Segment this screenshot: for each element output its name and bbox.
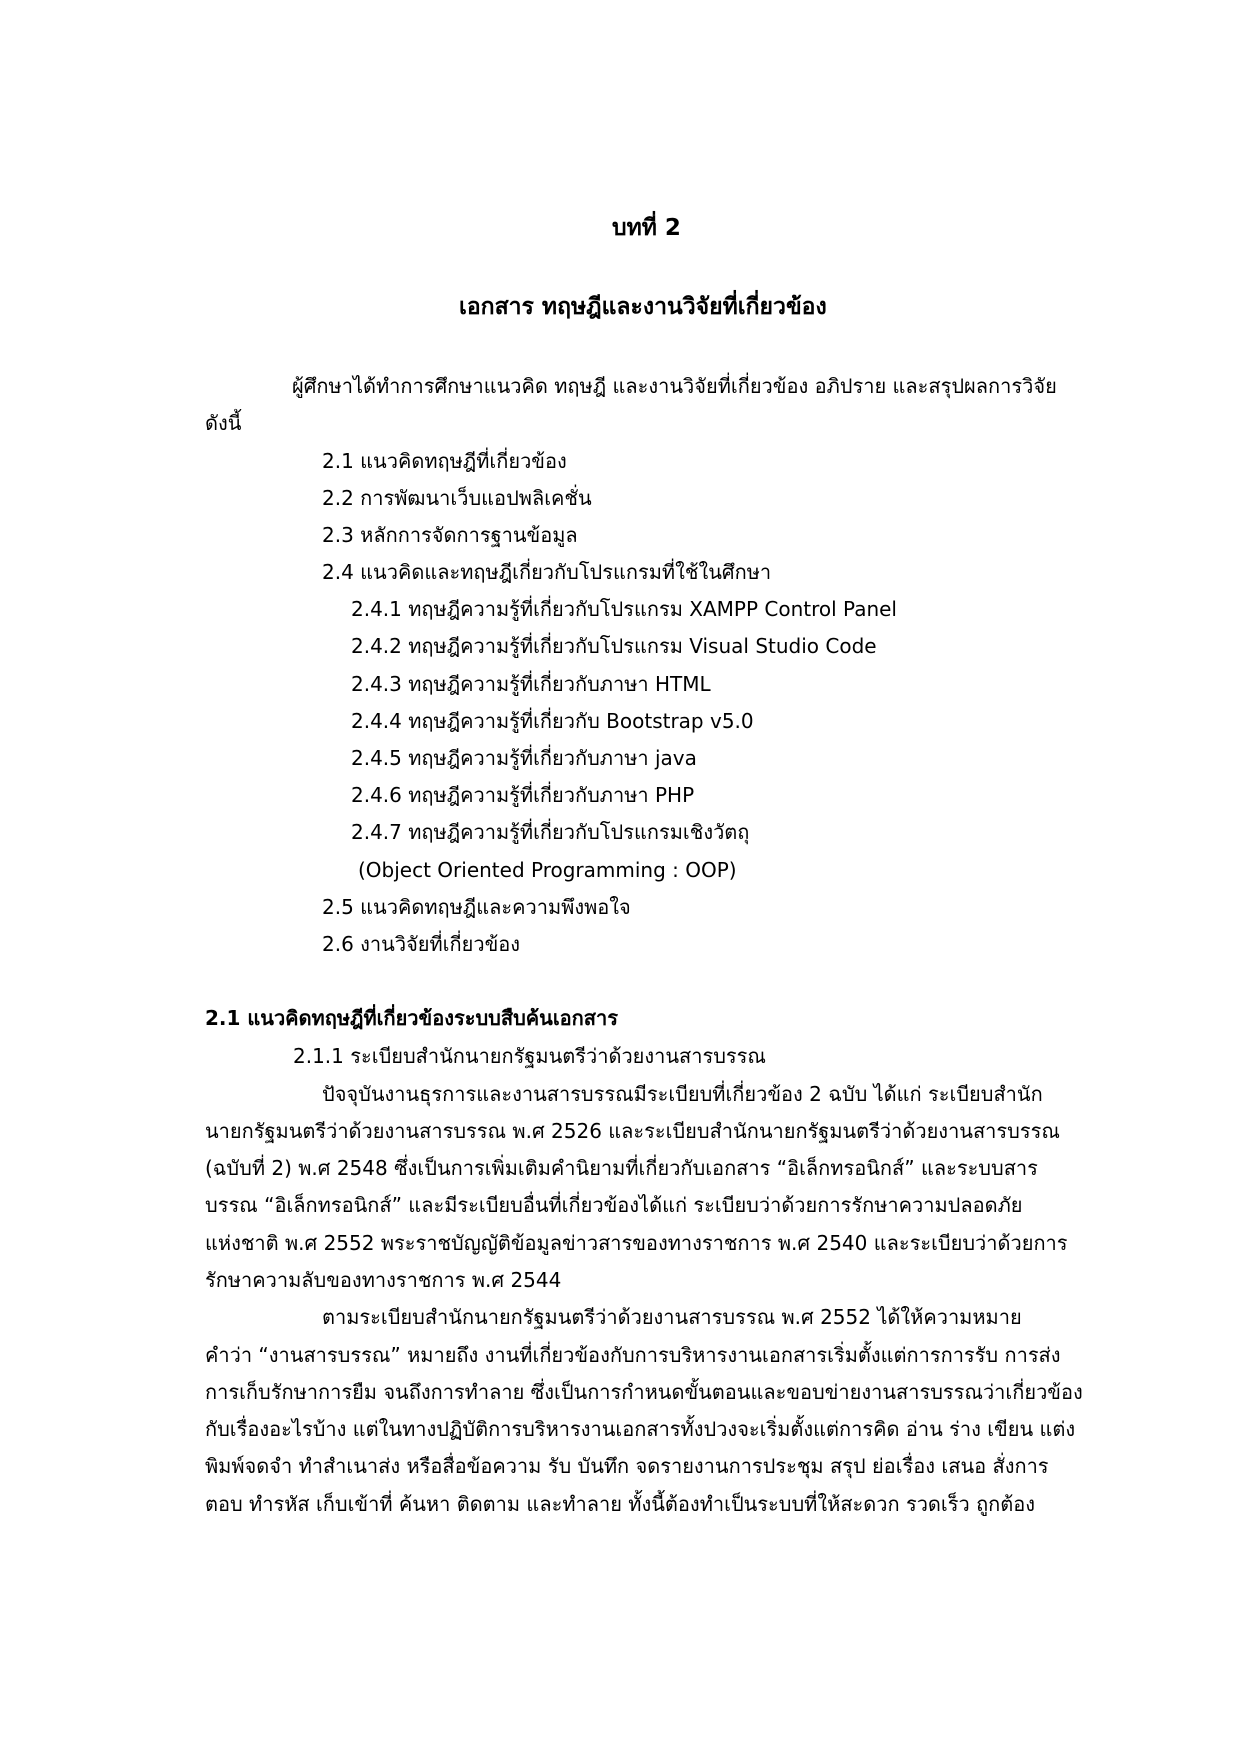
chapter-label: บทที่ 2 [612,215,681,241]
paragraph-line: ปัจจุบันงานธุรการและงานสารบรรณมีระเบียบที่เกี่ยวข้อง 2 ฉบับ ได้แก่ ระเบียบสำนัก [322,1082,1043,1106]
toc-item-2-4-5: 2.4.5 ทฤษฎีความรู้ที่เกี่ยวกับภาษา java [351,746,697,770]
toc-item-2-4: 2.4 แนวคิดและทฤษฎีเกี่ยวกับโปรแกรมที่ใช้ในศึกษา [322,560,772,584]
toc-item-2-5: 2.5 แนวคิดทฤษฎีและความพึงพอใจ [322,895,631,919]
toc-item-2-1: 2.1 แนวคิดทฤษฎีที่เกี่ยวข้อง [322,449,567,473]
toc-item-2-4-4: 2.4.4 ทฤษฎีความรู้ที่เกี่ยวกับ Bootstrap v5.0 [351,709,754,733]
subsection-heading-2-1-1: 2.1.1 ระเบียบสำนักนายกรัฐมนตรีว่าด้วยงานสารบรรณ [293,1044,766,1068]
toc-item-2-4-7: 2.4.7 ทฤษฎีความรู้ที่เกี่ยวกับโปรแกรมเชิงวัตถุ [351,820,750,844]
paragraph-line: ตอบ ทำรหัส เก็บเข้าที่ ค้นหา ติดตาม และทำลาย ทั้งนี้ต้องทำเป็นระบบที่ให้สะดวก รวดเร็ว ถูกต้อง [205,1492,1036,1516]
chapter-title: เอกสาร ทฤษฎีและงานวิจัยที่เกี่ยวข้อง [459,294,827,320]
toc-item-oop: (Object Oriented Programming : OOP) [358,858,737,882]
intro-paragraph-line: ผู้ศึกษาได้ทำการศึกษาแนวคิด ทฤษฎี และงานวิจัยที่เกี่ยวข้อง อภิปราย และสรุปผลการวิจัย [292,374,1057,398]
paragraph-line: การเก็บรักษาการยืม จนถึงการทำลาย ซึ่งเป็นการกำหนดขั้นตอนและขอบข่ายงานสารบรรณว่าเกี่ยวข้อง [205,1380,1083,1404]
paragraph-line: (ฉบับที่ 2) พ.ศ 2548 ซึ่งเป็นการเพิ่มเติมคำนิยามที่เกี่ยวกับเอกสาร “อิเล็กทรอนิกส์” และระบบสาร [205,1156,1038,1180]
toc-item-2-2: 2.2 การพัฒนาเว็บแอปพลิเคชั่น [322,486,592,510]
paragraph-line: คำว่า “งานสารบรรณ” หมายถึง งานที่เกี่ยวข้องกับการบริหารงานเอกสารเริ่มตั้งแต่การการรับ การส่ง [205,1343,1061,1367]
section-heading-2-1: 2.1 แนวคิดทฤษฎีที่เกี่ยวข้องระบบสืบค้นเอกสาร [205,1006,618,1030]
paragraph-line: แห่งชาติ พ.ศ 2552 พระราชบัญญัติข้อมูลข่าวสารของทางราชการ พ.ศ 2540 และระเบียบว่าด้วยการ [205,1231,1068,1255]
paragraph-line: ตามระเบียบสำนักนายกรัฐมนตรีว่าด้วยงานสารบรรณ พ.ศ 2552 ได้ให้ความหมาย [322,1305,1022,1329]
toc-item-2-4-3: 2.4.3 ทฤษฎีความรู้ที่เกี่ยวกับภาษา HTML [351,672,711,696]
paragraph-line: บรรณ “อิเล็กทรอนิกส์” และมีระเบียบอื่นที่เกี่ยวข้องได้แก่ ระเบียบว่าด้วยการรักษาความปลอดภัย [205,1193,1023,1217]
intro-paragraph-line: ดังนี้ [205,411,242,435]
paragraph-line: กับเรื่องอะไรบ้าง แต่ในทางปฏิบัติการบริหารงานเอกสารทั้งปวงจะเริ่มตั้งแต่การคิด อ่าน ร่าง เขียน แต่ง [205,1417,1076,1441]
toc-item-2-6: 2.6 งานวิจัยที่เกี่ยวข้อง [322,932,521,956]
toc-item-2-3: 2.3 หลักการจัดการฐานข้อมูล [322,523,578,547]
toc-item-2-4-1: 2.4.1 ทฤษฎีความรู้ที่เกี่ยวกับโปรแกรม XAMPP Control Panel [351,597,897,621]
paragraph-line: รักษาความลับของทางราชการ พ.ศ 2544 [205,1268,562,1292]
toc-item-2-4-6: 2.4.6 ทฤษฎีความรู้ที่เกี่ยวกับภาษา PHP [351,783,695,807]
toc-item-2-4-2: 2.4.2 ทฤษฎีความรู้ที่เกี่ยวกับโปรแกรม Visual Studio Code [351,634,877,658]
paragraph-line: พิมพ์จดจำ ทำสำเนาส่ง หรือสื่อข้อความ รับ บันทึก จดรายงานการประชุม สรุป ย่อเรื่อง เสนอ สั่งการ [205,1454,1049,1478]
paragraph-line: นายกรัฐมนตรีว่าด้วยงานสารบรรณ พ.ศ 2526 และระเบียบสำนักนายกรัฐมนตรีว่าด้วยงานสารบรรณ [205,1119,1060,1143]
